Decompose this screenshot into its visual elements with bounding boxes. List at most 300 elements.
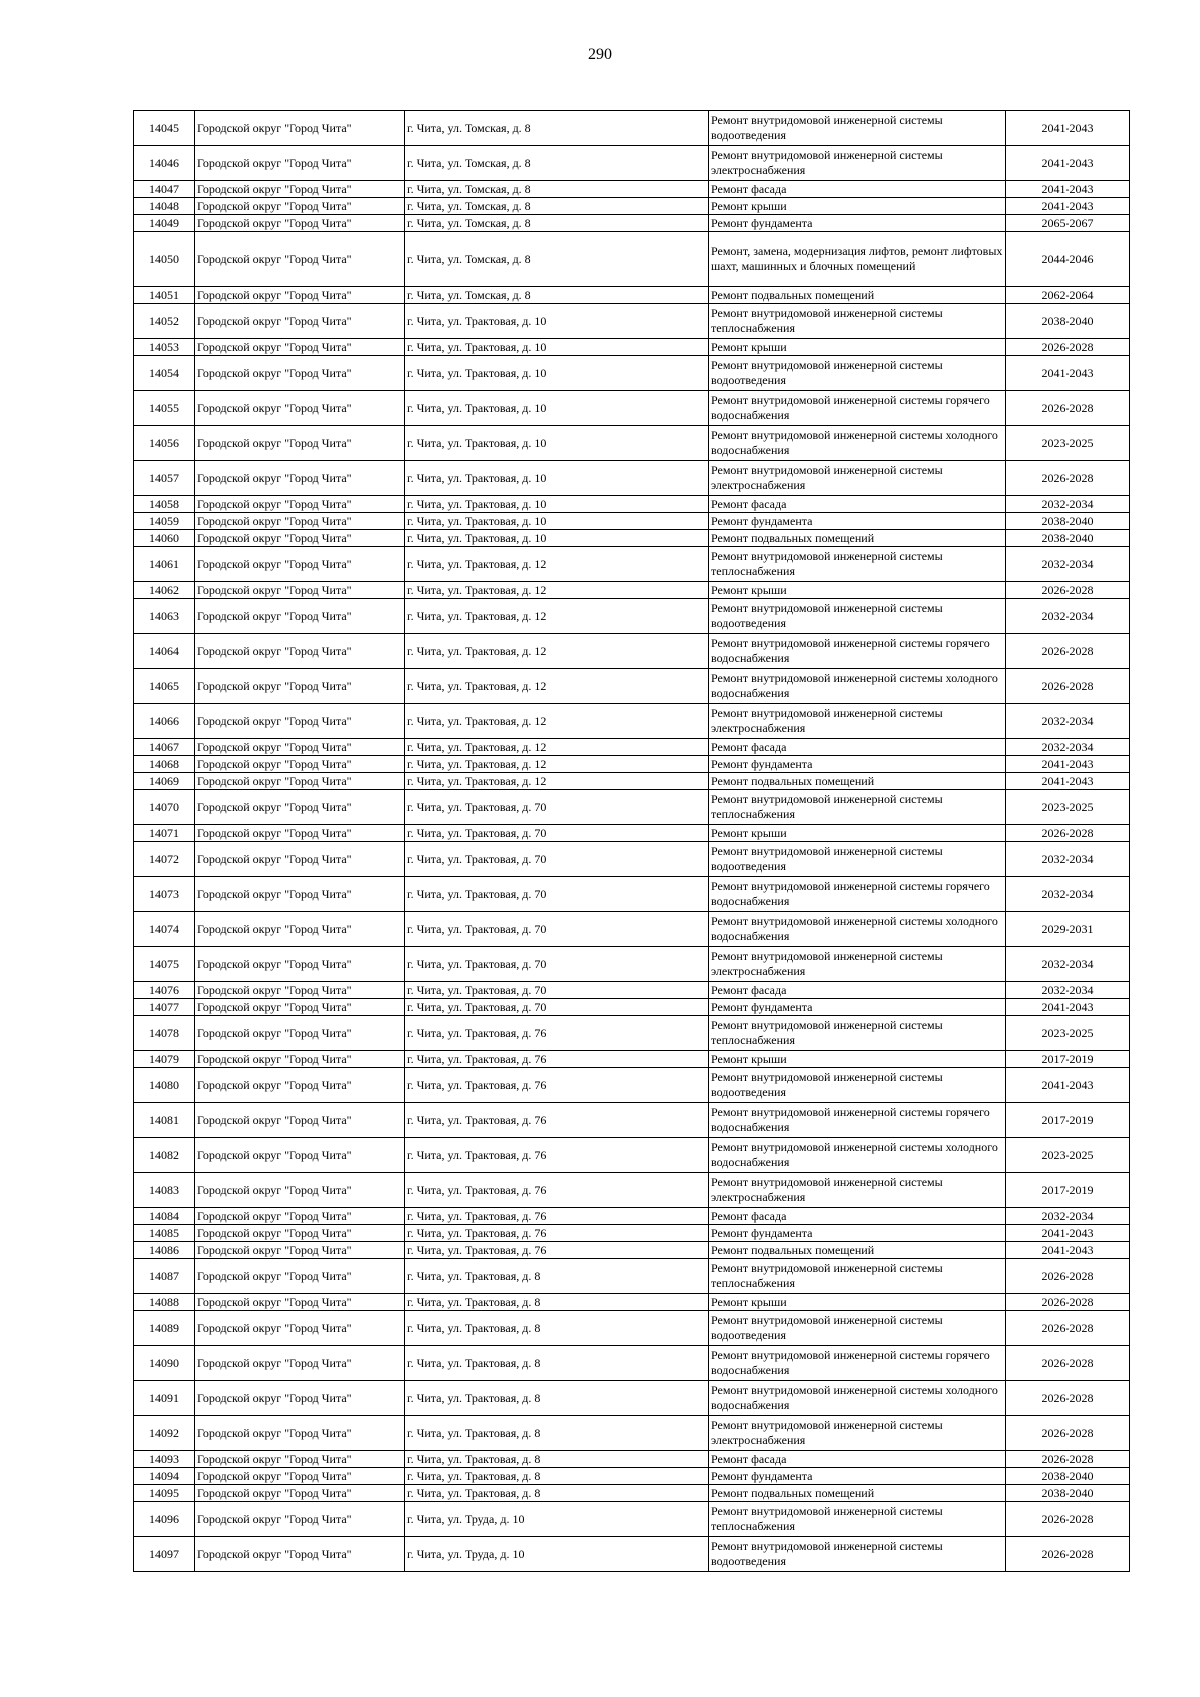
municipality-cell: Городской округ "Город Чита" — [195, 842, 405, 877]
address-cell: г. Чита, ул. Трактовая, д. 76 — [405, 1173, 709, 1208]
municipality-cell: Городской округ "Город Чита" — [195, 912, 405, 947]
work-type-cell: Ремонт внутридомовой инженерной системы теплоснабжения — [709, 304, 1006, 339]
municipality-cell: Городской округ "Город Чита" — [195, 1502, 405, 1537]
address-cell: г. Чита, ул. Трактовая, д. 8 — [405, 1346, 709, 1381]
work-type-cell: Ремонт внутридомовой инженерной системы теплоснабжения — [709, 547, 1006, 582]
municipality-cell: Городской округ "Город Чита" — [195, 773, 405, 790]
work-type-cell: Ремонт фасада — [709, 181, 1006, 198]
work-type-cell: Ремонт внутридомовой инженерной системы холодного водоснабжения — [709, 1138, 1006, 1173]
address-cell: г. Чита, ул. Трактовая, д. 10 — [405, 391, 709, 426]
municipality-cell: Городской округ "Город Чита" — [195, 599, 405, 634]
table-row — [134, 877, 1130, 912]
municipality-cell: Городской округ "Город Чита" — [195, 547, 405, 582]
table-row — [134, 111, 1130, 146]
record-number-cell: 14048 — [134, 198, 195, 215]
work-type-cell: Ремонт фундамента — [709, 756, 1006, 773]
period-cell: 2032-2034 — [1006, 947, 1130, 982]
municipality-cell: Городской округ "Город Чита" — [195, 461, 405, 496]
municipality-cell: Городской округ "Город Чита" — [195, 1138, 405, 1173]
table-row — [134, 704, 1130, 739]
municipality-cell: Городской округ "Город Чита" — [195, 704, 405, 739]
work-type-cell: Ремонт фасада — [709, 982, 1006, 999]
work-type-cell: Ремонт внутридомовой инженерной системы водоотведения — [709, 1068, 1006, 1103]
record-number-cell: 14062 — [134, 582, 195, 599]
address-cell: г. Чита, ул. Трактовая, д. 8 — [405, 1485, 709, 1502]
work-type-cell: Ремонт крыши — [709, 1051, 1006, 1068]
address-cell: г. Чита, ул. Трактовая, д. 8 — [405, 1311, 709, 1346]
municipality-cell: Городской округ "Город Чита" — [195, 1381, 405, 1416]
work-type-cell: Ремонт внутридомовой инженерной системы водоотведения — [709, 1311, 1006, 1346]
record-number-cell: 14059 — [134, 513, 195, 530]
municipality-cell: Городской округ "Город Чита" — [195, 999, 405, 1016]
address-cell: г. Чита, ул. Трактовая, д. 12 — [405, 599, 709, 634]
work-type-cell: Ремонт внутридомовой инженерной системы холодного водоснабжения — [709, 1381, 1006, 1416]
work-type-cell: Ремонт внутридомовой инженерной системы водоотведения — [709, 1537, 1006, 1572]
period-cell: 2038-2040 — [1006, 1485, 1130, 1502]
record-number-cell: 14087 — [134, 1259, 195, 1294]
period-cell: 2026-2028 — [1006, 461, 1130, 496]
record-number-cell: 14083 — [134, 1173, 195, 1208]
period-cell: 2026-2028 — [1006, 825, 1130, 842]
work-type-cell: Ремонт внутридомовой инженерной системы водоотведения — [709, 356, 1006, 391]
table-row — [134, 198, 1130, 215]
municipality-cell: Городской округ "Город Чита" — [195, 287, 405, 304]
address-cell: г. Чита, ул. Трактовая, д. 12 — [405, 756, 709, 773]
record-number-cell: 14067 — [134, 739, 195, 756]
period-cell: 2041-2043 — [1006, 756, 1130, 773]
municipality-cell: Городской округ "Город Чита" — [195, 1051, 405, 1068]
record-number-cell: 14073 — [134, 877, 195, 912]
municipality-cell: Городской округ "Город Чита" — [195, 1311, 405, 1346]
work-type-cell: Ремонт внутридомовой инженерной системы электроснабжения — [709, 947, 1006, 982]
address-cell: г. Чита, ул. Трактовая, д. 76 — [405, 1138, 709, 1173]
period-cell: 2032-2034 — [1006, 547, 1130, 582]
period-cell: 2032-2034 — [1006, 704, 1130, 739]
address-cell: г. Чита, ул. Томская, д. 8 — [405, 146, 709, 181]
record-number-cell: 14045 — [134, 111, 195, 146]
period-cell: 2041-2043 — [1006, 1068, 1130, 1103]
table-body — [134, 111, 1130, 1572]
period-cell: 2065-2067 — [1006, 215, 1130, 232]
address-cell: г. Чита, ул. Труда, д. 10 — [405, 1502, 709, 1537]
municipality-cell: Городской округ "Город Чита" — [195, 1294, 405, 1311]
address-cell: г. Чита, ул. Трактовая, д. 10 — [405, 530, 709, 547]
municipality-cell: Городской округ "Город Чита" — [195, 790, 405, 825]
table-row — [134, 773, 1130, 790]
table-row — [134, 1537, 1130, 1572]
record-number-cell: 14093 — [134, 1451, 195, 1468]
address-cell: г. Чита, ул. Томская, д. 8 — [405, 111, 709, 146]
municipality-cell: Городской округ "Город Чита" — [195, 1225, 405, 1242]
municipality-cell: Городской округ "Город Чита" — [195, 111, 405, 146]
record-number-cell: 14085 — [134, 1225, 195, 1242]
municipality-cell: Городской округ "Город Чита" — [195, 1068, 405, 1103]
period-cell: 2017-2019 — [1006, 1051, 1130, 1068]
address-cell: г. Чита, ул. Трактовая, д. 12 — [405, 704, 709, 739]
work-type-cell: Ремонт внутридомовой инженерной системы водоотведения — [709, 842, 1006, 877]
repair-schedule-table — [133, 110, 1130, 1572]
record-number-cell: 14090 — [134, 1346, 195, 1381]
municipality-cell: Городской округ "Город Чита" — [195, 1173, 405, 1208]
work-type-cell: Ремонт подвальных помещений — [709, 1242, 1006, 1259]
record-number-cell: 14053 — [134, 339, 195, 356]
municipality-cell: Городской округ "Город Чита" — [195, 1485, 405, 1502]
table-row — [134, 1138, 1130, 1173]
table-row — [134, 547, 1130, 582]
record-number-cell: 14072 — [134, 842, 195, 877]
record-number-cell: 14061 — [134, 547, 195, 582]
municipality-cell: Городской округ "Город Чита" — [195, 496, 405, 513]
work-type-cell: Ремонт фундамента — [709, 215, 1006, 232]
period-cell: 2032-2034 — [1006, 842, 1130, 877]
work-type-cell: Ремонт фундамента — [709, 1225, 1006, 1242]
table-row — [134, 912, 1130, 947]
period-cell: 2038-2040 — [1006, 304, 1130, 339]
period-cell: 2038-2040 — [1006, 530, 1130, 547]
table-row — [134, 287, 1130, 304]
work-type-cell: Ремонт внутридомовой инженерной системы горячего водоснабжения — [709, 391, 1006, 426]
record-number-cell: 14082 — [134, 1138, 195, 1173]
record-number-cell: 14091 — [134, 1381, 195, 1416]
address-cell: г. Чита, ул. Трактовая, д. 76 — [405, 1068, 709, 1103]
table-row — [134, 825, 1130, 842]
municipality-cell: Городской округ "Город Чита" — [195, 198, 405, 215]
period-cell: 2026-2028 — [1006, 1451, 1130, 1468]
address-cell: г. Чита, ул. Трактовая, д. 76 — [405, 1225, 709, 1242]
record-number-cell: 14075 — [134, 947, 195, 982]
period-cell: 2017-2019 — [1006, 1103, 1130, 1138]
work-type-cell: Ремонт фасада — [709, 1208, 1006, 1225]
work-type-cell: Ремонт внутридомовой инженерной системы теплоснабжения — [709, 790, 1006, 825]
period-cell: 2032-2034 — [1006, 496, 1130, 513]
municipality-cell: Городской округ "Город Чита" — [195, 756, 405, 773]
period-cell: 2041-2043 — [1006, 773, 1130, 790]
period-cell: 2026-2028 — [1006, 391, 1130, 426]
municipality-cell: Городской округ "Город Чита" — [195, 739, 405, 756]
period-cell: 2032-2034 — [1006, 739, 1130, 756]
municipality-cell: Городской округ "Город Чита" — [195, 1537, 405, 1572]
period-cell: 2026-2028 — [1006, 1294, 1130, 1311]
record-number-cell: 14088 — [134, 1294, 195, 1311]
address-cell: г. Чита, ул. Трактовая, д. 70 — [405, 912, 709, 947]
municipality-cell: Городской округ "Город Чита" — [195, 1016, 405, 1051]
address-cell: г. Чита, ул. Трактовая, д. 10 — [405, 513, 709, 530]
period-cell: 2041-2043 — [1006, 181, 1130, 198]
period-cell: 2038-2040 — [1006, 1468, 1130, 1485]
municipality-cell: Городской округ "Город Чита" — [195, 982, 405, 999]
record-number-cell: 14056 — [134, 426, 195, 461]
address-cell: г. Чита, ул. Трактовая, д. 10 — [405, 356, 709, 391]
table-row — [134, 634, 1130, 669]
table-row — [134, 1208, 1130, 1225]
municipality-cell: Городской округ "Город Чита" — [195, 391, 405, 426]
period-cell: 2029-2031 — [1006, 912, 1130, 947]
record-number-cell: 14094 — [134, 1468, 195, 1485]
period-cell: 2026-2028 — [1006, 1381, 1130, 1416]
address-cell: г. Чита, ул. Трактовая, д. 12 — [405, 547, 709, 582]
address-cell: г. Чита, ул. Томская, д. 8 — [405, 232, 709, 287]
record-number-cell: 14047 — [134, 181, 195, 198]
municipality-cell: Городской округ "Город Чита" — [195, 215, 405, 232]
record-number-cell: 14097 — [134, 1537, 195, 1572]
table-row — [134, 582, 1130, 599]
work-type-cell: Ремонт фундамента — [709, 513, 1006, 530]
address-cell: г. Чита, ул. Трактовая, д. 70 — [405, 947, 709, 982]
period-cell: 2032-2034 — [1006, 1208, 1130, 1225]
work-type-cell: Ремонт подвальных помещений — [709, 1485, 1006, 1502]
table-row — [134, 739, 1130, 756]
work-type-cell: Ремонт внутридомовой инженерной системы электроснабжения — [709, 146, 1006, 181]
table-row — [134, 146, 1130, 181]
period-cell: 2032-2034 — [1006, 599, 1130, 634]
address-cell: г. Чита, ул. Труда, д. 10 — [405, 1537, 709, 1572]
work-type-cell: Ремонт внутридомовой инженерной системы холодного водоснабжения — [709, 426, 1006, 461]
table-row — [134, 530, 1130, 547]
address-cell: г. Чита, ул. Трактовая, д. 70 — [405, 982, 709, 999]
table-row — [134, 496, 1130, 513]
address-cell: г. Чита, ул. Трактовая, д. 70 — [405, 842, 709, 877]
table-row — [134, 1381, 1130, 1416]
work-type-cell: Ремонт фундамента — [709, 1468, 1006, 1485]
table-row — [134, 1416, 1130, 1451]
address-cell: г. Чита, ул. Томская, д. 8 — [405, 198, 709, 215]
work-type-cell: Ремонт внутридомовой инженерной системы электроснабжения — [709, 461, 1006, 496]
address-cell: г. Чита, ул. Трактовая, д. 76 — [405, 1103, 709, 1138]
record-number-cell: 14081 — [134, 1103, 195, 1138]
address-cell: г. Чита, ул. Трактовая, д. 76 — [405, 1016, 709, 1051]
work-type-cell: Ремонт фасада — [709, 496, 1006, 513]
address-cell: г. Чита, ул. Трактовая, д. 10 — [405, 426, 709, 461]
record-number-cell: 14071 — [134, 825, 195, 842]
record-number-cell: 14095 — [134, 1485, 195, 1502]
period-cell: 2026-2028 — [1006, 582, 1130, 599]
record-number-cell: 14050 — [134, 232, 195, 287]
period-cell: 2032-2034 — [1006, 982, 1130, 999]
address-cell: г. Чита, ул. Трактовая, д. 70 — [405, 790, 709, 825]
record-number-cell: 14074 — [134, 912, 195, 947]
municipality-cell: Городской округ "Город Чита" — [195, 1346, 405, 1381]
work-type-cell: Ремонт внутридомовой инженерной системы теплоснабжения — [709, 1502, 1006, 1537]
record-number-cell: 14046 — [134, 146, 195, 181]
work-type-cell: Ремонт внутридомовой инженерной системы холодного водоснабжения — [709, 669, 1006, 704]
period-cell: 2026-2028 — [1006, 1416, 1130, 1451]
period-cell: 2023-2025 — [1006, 790, 1130, 825]
period-cell: 2026-2028 — [1006, 1346, 1130, 1381]
record-number-cell: 14076 — [134, 982, 195, 999]
municipality-cell: Городской округ "Город Чита" — [195, 1416, 405, 1451]
address-cell: г. Чита, ул. Трактовая, д. 8 — [405, 1381, 709, 1416]
record-number-cell: 14068 — [134, 756, 195, 773]
record-number-cell: 14092 — [134, 1416, 195, 1451]
table-row — [134, 1103, 1130, 1138]
period-cell: 2026-2028 — [1006, 1502, 1130, 1537]
table-row — [134, 215, 1130, 232]
address-cell: г. Чита, ул. Трактовая, д. 8 — [405, 1451, 709, 1468]
address-cell: г. Чита, ул. Трактовая, д. 10 — [405, 339, 709, 356]
address-cell: г. Чита, ул. Трактовая, д. 12 — [405, 739, 709, 756]
page-number: 290 — [588, 46, 612, 63]
table-row — [134, 391, 1130, 426]
table-row — [134, 232, 1130, 287]
work-type-cell: Ремонт фасада — [709, 739, 1006, 756]
municipality-cell: Городской округ "Город Чита" — [195, 530, 405, 547]
period-cell: 2026-2028 — [1006, 669, 1130, 704]
record-number-cell: 14057 — [134, 461, 195, 496]
record-number-cell: 14078 — [134, 1016, 195, 1051]
table-row — [134, 1502, 1130, 1537]
municipality-cell: Городской округ "Город Чита" — [195, 582, 405, 599]
table-row — [134, 1468, 1130, 1485]
work-type-cell: Ремонт внутридомовой инженерной системы теплоснабжения — [709, 1259, 1006, 1294]
record-number-cell: 14058 — [134, 496, 195, 513]
address-cell: г. Чита, ул. Трактовая, д. 76 — [405, 1242, 709, 1259]
table-row — [134, 842, 1130, 877]
table-row — [134, 513, 1130, 530]
record-number-cell: 14069 — [134, 773, 195, 790]
municipality-cell: Городской округ "Город Чита" — [195, 232, 405, 287]
work-type-cell: Ремонт фундамента — [709, 999, 1006, 1016]
period-cell: 2041-2043 — [1006, 356, 1130, 391]
work-type-cell: Ремонт внутридомовой инженерной системы горячего водоснабжения — [709, 1346, 1006, 1381]
period-cell: 2017-2019 — [1006, 1173, 1130, 1208]
work-type-cell: Ремонт крыши — [709, 339, 1006, 356]
table-row — [134, 756, 1130, 773]
period-cell: 2032-2034 — [1006, 877, 1130, 912]
municipality-cell: Городской округ "Город Чита" — [195, 356, 405, 391]
period-cell: 2026-2028 — [1006, 339, 1130, 356]
table-row — [134, 947, 1130, 982]
record-number-cell: 14084 — [134, 1208, 195, 1225]
municipality-cell: Городской округ "Город Чита" — [195, 1259, 405, 1294]
address-cell: г. Чита, ул. Трактовая, д. 8 — [405, 1468, 709, 1485]
period-cell: 2038-2040 — [1006, 513, 1130, 530]
address-cell: г. Чита, ул. Трактовая, д. 8 — [405, 1416, 709, 1451]
period-cell: 2023-2025 — [1006, 1016, 1130, 1051]
municipality-cell: Городской округ "Город Чита" — [195, 634, 405, 669]
period-cell: 2044-2046 — [1006, 232, 1130, 287]
period-cell: 2026-2028 — [1006, 1259, 1130, 1294]
work-type-cell: Ремонт внутридомовой инженерной системы электроснабжения — [709, 704, 1006, 739]
record-number-cell: 14064 — [134, 634, 195, 669]
table-row — [134, 461, 1130, 496]
period-cell: 2023-2025 — [1006, 1138, 1130, 1173]
table-row — [134, 304, 1130, 339]
address-cell: г. Чита, ул. Трактовая, д. 12 — [405, 669, 709, 704]
record-number-cell: 14052 — [134, 304, 195, 339]
table-row — [134, 982, 1130, 999]
work-type-cell: Ремонт внутридомовой инженерной системы водоотведения — [709, 599, 1006, 634]
work-type-cell: Ремонт крыши — [709, 198, 1006, 215]
work-type-cell: Ремонт подвальных помещений — [709, 773, 1006, 790]
table-row — [134, 1485, 1130, 1502]
work-type-cell: Ремонт внутридомовой инженерной системы холодного водоснабжения — [709, 912, 1006, 947]
work-type-cell: Ремонт внутридомовой инженерной системы горячего водоснабжения — [709, 1103, 1006, 1138]
table-row — [134, 1451, 1130, 1468]
table-row — [134, 1068, 1130, 1103]
period-cell: 2023-2025 — [1006, 426, 1130, 461]
period-cell: 2062-2064 — [1006, 287, 1130, 304]
address-cell: г. Чита, ул. Трактовая, д. 76 — [405, 1208, 709, 1225]
work-type-cell: Ремонт подвальных помещений — [709, 287, 1006, 304]
record-number-cell: 14063 — [134, 599, 195, 634]
record-number-cell: 14086 — [134, 1242, 195, 1259]
table-row — [134, 669, 1130, 704]
table-row — [134, 790, 1130, 825]
municipality-cell: Городской округ "Город Чита" — [195, 1103, 405, 1138]
address-cell: г. Чита, ул. Трактовая, д. 70 — [405, 999, 709, 1016]
period-cell: 2041-2043 — [1006, 146, 1130, 181]
address-cell: г. Чита, ул. Трактовая, д. 76 — [405, 1051, 709, 1068]
municipality-cell: Городской округ "Город Чита" — [195, 947, 405, 982]
record-number-cell: 14060 — [134, 530, 195, 547]
period-cell: 2026-2028 — [1006, 1537, 1130, 1572]
record-number-cell: 14080 — [134, 1068, 195, 1103]
address-cell: г. Чита, ул. Трактовая, д. 8 — [405, 1294, 709, 1311]
period-cell: 2041-2043 — [1006, 999, 1130, 1016]
table-row — [134, 1294, 1130, 1311]
work-type-cell: Ремонт крыши — [709, 582, 1006, 599]
municipality-cell: Городской округ "Город Чита" — [195, 304, 405, 339]
address-cell: г. Чита, ул. Трактовая, д. 70 — [405, 877, 709, 912]
address-cell: г. Чита, ул. Трактовая, д. 8 — [405, 1259, 709, 1294]
table-row — [134, 356, 1130, 391]
municipality-cell: Городской округ "Город Чита" — [195, 146, 405, 181]
table-row — [134, 426, 1130, 461]
table-row — [134, 1346, 1130, 1381]
work-type-cell: Ремонт внутридомовой инженерной системы электроснабжения — [709, 1416, 1006, 1451]
period-cell: 2026-2028 — [1006, 634, 1130, 669]
address-cell: г. Чита, ул. Трактовая, д. 70 — [405, 825, 709, 842]
address-cell: г. Чита, ул. Томская, д. 8 — [405, 215, 709, 232]
table-row — [134, 1242, 1130, 1259]
record-number-cell: 14051 — [134, 287, 195, 304]
address-cell: г. Чита, ул. Трактовая, д. 12 — [405, 634, 709, 669]
municipality-cell: Городской округ "Город Чита" — [195, 1242, 405, 1259]
period-cell: 2026-2028 — [1006, 1311, 1130, 1346]
municipality-cell: Городской округ "Город Чита" — [195, 513, 405, 530]
work-type-cell: Ремонт крыши — [709, 1294, 1006, 1311]
table-row — [134, 999, 1130, 1016]
work-type-cell: Ремонт внутридомовой инженерной системы электроснабжения — [709, 1173, 1006, 1208]
record-number-cell: 14065 — [134, 669, 195, 704]
work-type-cell: Ремонт крыши — [709, 825, 1006, 842]
record-number-cell: 14066 — [134, 704, 195, 739]
municipality-cell: Городской округ "Город Чита" — [195, 339, 405, 356]
period-cell: 2041-2043 — [1006, 1225, 1130, 1242]
table-row — [134, 1016, 1130, 1051]
record-number-cell: 14089 — [134, 1311, 195, 1346]
record-number-cell: 14070 — [134, 790, 195, 825]
period-cell: 2041-2043 — [1006, 1242, 1130, 1259]
record-number-cell: 14049 — [134, 215, 195, 232]
municipality-cell: Городской округ "Город Чита" — [195, 669, 405, 704]
work-type-cell: Ремонт фасада — [709, 1451, 1006, 1468]
work-type-cell: Ремонт внутридомовой инженерной системы горячего водоснабжения — [709, 634, 1006, 669]
address-cell: г. Чита, ул. Трактовая, д. 10 — [405, 304, 709, 339]
address-cell: г. Чита, ул. Трактовая, д. 12 — [405, 582, 709, 599]
work-type-cell: Ремонт подвальных помещений — [709, 530, 1006, 547]
municipality-cell: Городской округ "Город Чита" — [195, 825, 405, 842]
address-cell: г. Чита, ул. Трактовая, д. 10 — [405, 461, 709, 496]
period-cell: 2041-2043 — [1006, 198, 1130, 215]
municipality-cell: Городской округ "Город Чита" — [195, 1451, 405, 1468]
municipality-cell: Городской округ "Город Чита" — [195, 181, 405, 198]
period-cell: 2041-2043 — [1006, 111, 1130, 146]
municipality-cell: Городской округ "Город Чита" — [195, 877, 405, 912]
table-row — [134, 599, 1130, 634]
table-row — [134, 339, 1130, 356]
address-cell: г. Чита, ул. Трактовая, д. 10 — [405, 496, 709, 513]
